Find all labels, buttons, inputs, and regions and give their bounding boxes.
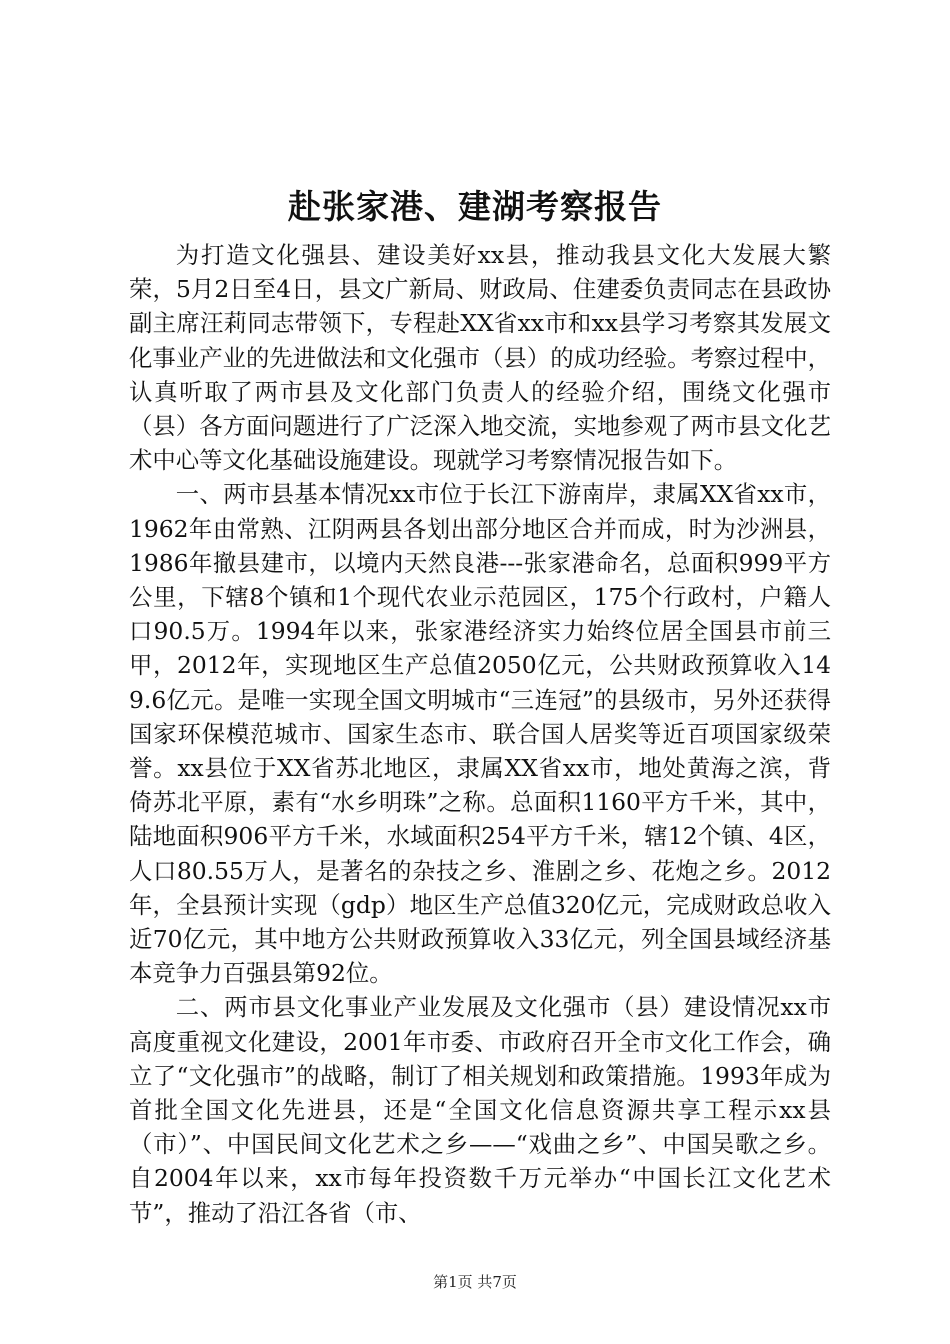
document-body	[129, 238, 831, 1230]
paragraph-section-1: 一、两市县基本情况xx市位于长江下游南岸，隶属XX省xx市，1962年由常熟、江阴两县各划出部分地区合并而成，时为沙洲县，1986年撤县建市，以境内天然良港---张家港命名，总面积999平方公里，下辖8个镇和1个现代农业示范园区，175个行政村，户籍人口90.5万。1994年以来，张家港经济实力始终位居全国县市前三甲，2012年，实现地区生产总值2050亿元，公共财政预算收入149.6亿元。是唯一实现全国文明城市“三连冠”的县级市，另外还获得国家环保模范城市、国家生态市、联合国人居奖等近百项国家级荣誉。xx县位于XX省苏北地区，隶属XX省xx市，地处黄海之滨，背倚苏北平原，素有“水乡明珠”之称。总面积1160平方千米，其中，陆地面积906平方千米，水域面积254平方千米，辖12个镇、4区，人口80.55万人，是著名的杂技之乡、淮剧之乡、花炮之乡。2012年，全县预计实现（gdp）地区生产总值320亿元，完成财政总收入近70亿元，其中地方公共财政预算收入33亿元，列全国县域经济基本竞争力百强县第92位。	[129, 480, 831, 988]
document-title: 赴张家港、建湖考察报告	[288, 187, 662, 226]
page-number-footer: 第1页 共7页	[433, 1273, 517, 1291]
paragraph-section-2: 二、两市县文化事业产业发展及文化强市（县）建设情况xx市高度重视文化建设，2001年市委、市政府召开全市文化工作会，确立了“文化强市”的战略，制订了相关规划和政策措施。1993年成为首批全国文化先进县，还是“全国文化信息资源共享工程示xx县（市）”、中国民间文化艺术之乡——“戏曲之乡”、中国吴歌之乡。自2004年以来，xx市每年投资数千万元举办“中国长江文化艺术节”，推动了沿江各省（市、	[129, 993, 831, 1227]
paragraph-intro: 为打造文化强县、建设美好xx县，推动我县文化大发展大繁荣，5月2日至4日，县文广新局、财政局、住建委负责同志在县政协副主席汪莉同志带领下，专程赴XX省xx市和xx县学习考察其发展文化事业产业的先进做法和文化强市（县）的成功经验。考察过程中，认真听取了两市县及文化部门负责人的经验介绍，围绕文化强市（县）各方面问题进行了广泛深入地交流，实地参观了两市县文化艺术中心等文化基础设施建设。现就学习考察情况报告如下。	[129, 241, 831, 475]
